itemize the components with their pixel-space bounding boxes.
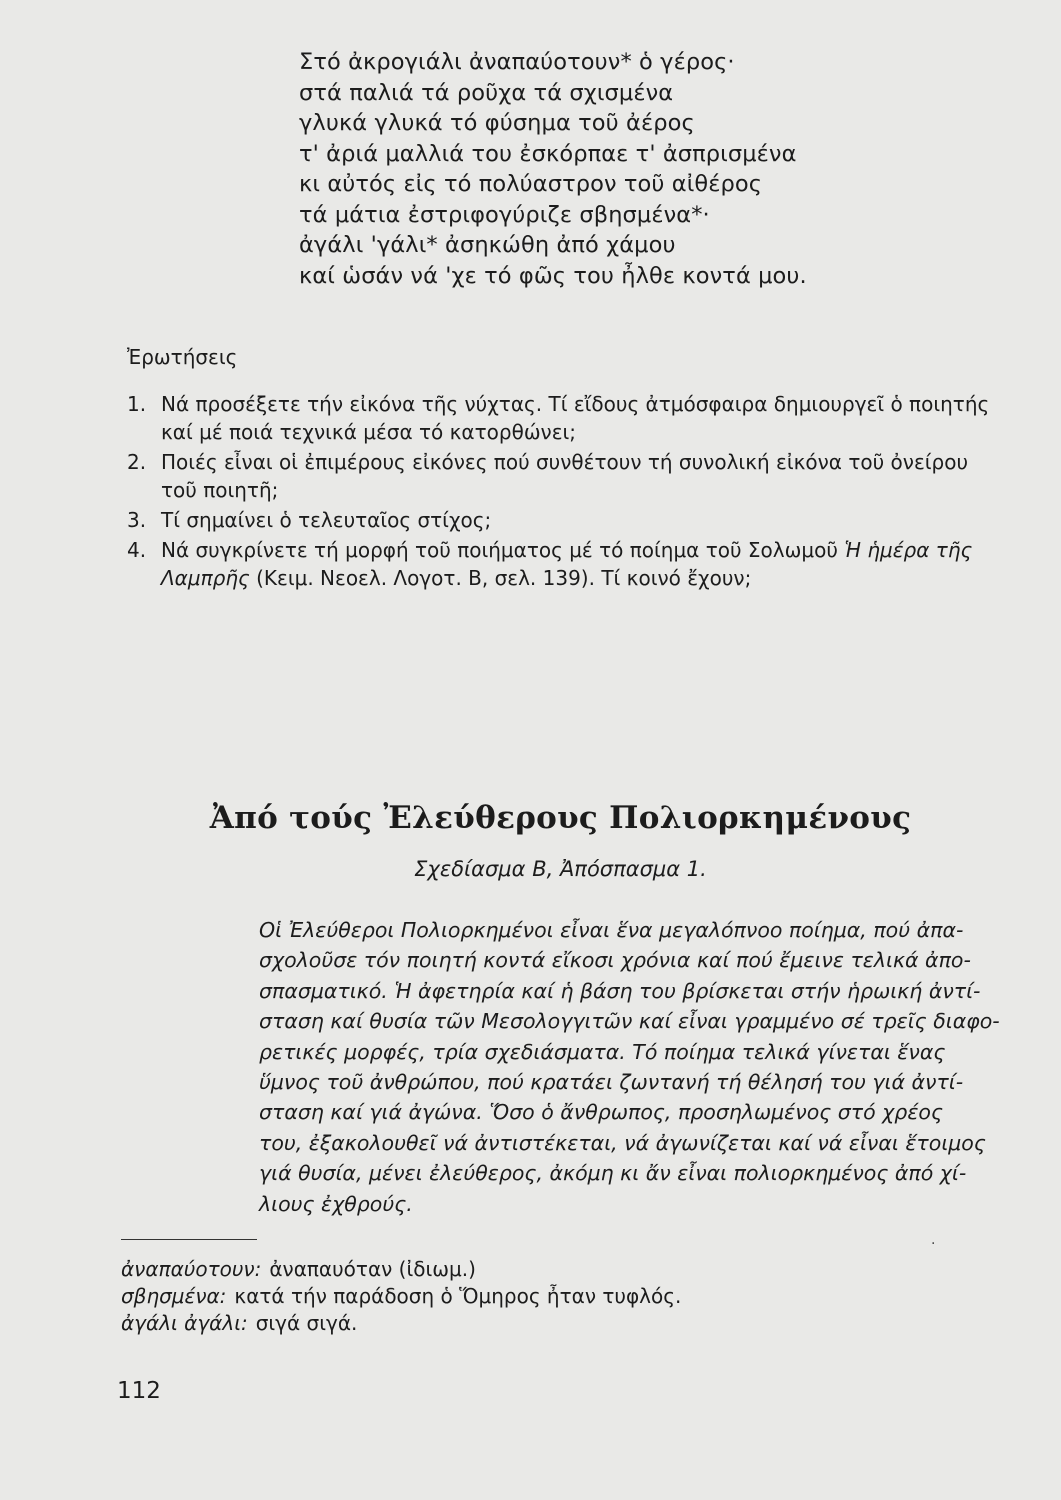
footnotes	[121, 1256, 921, 1337]
intro-line: Οἱ Ἐλεύθεροι Πολιορκημένοι εἶναι ἕνα μεγαλόπνοο ποίημα, πού ἀπα-	[259, 918, 964, 942]
intro-paragraph	[259, 915, 1000, 1219]
section-title: Ἀπό τούς Ἐλεύθερους Πολιορκημένους	[209, 800, 912, 836]
poem-line: τά μάτια ἐστριφογύριζε σβησμένα*·	[299, 201, 710, 228]
poem-line: κι αὐτός εἰς τό πολύαστρον τοῦ αἰθέρος	[299, 171, 763, 197]
intro-line: σπασματικό. Ἡ ἀφετηρία καί ἡ βάση του βρίσκεται στήν ἡρωική ἀντί-	[259, 978, 981, 1003]
question-number: 4.	[127, 538, 147, 562]
poem-line: ἀγάλι 'γάλι* ἀσηκώθη ἀπό χάμου	[299, 232, 676, 258]
intro-line: σχολοῦσε τόν ποιητή κοντά εἴκοσι χρόνια καί πού ἔμεινε τελικά ἀπο-	[259, 948, 971, 973]
question-number: 3.	[127, 508, 147, 532]
footnote-term: ἀναπαύοτουν:	[121, 1257, 262, 1281]
question-item	[127, 506, 997, 534]
intro-line: ὕμνος τοῦ ἀνθρώπου, πού κρατάει ζωντανή τή θέλησή του γιά ἀντί-	[259, 1070, 964, 1095]
footnote-definition: ἀναπαυόταν (ἰδιωμ.)	[269, 1257, 476, 1281]
footnote-definition: σιγά σιγά.	[255, 1311, 358, 1335]
poem-line: γλυκά γλυκά τό φύσημα τοῦ ἀέρος	[299, 110, 695, 136]
page-number: 112	[117, 1378, 161, 1404]
question-text	[161, 536, 997, 592]
question-number: 2.	[127, 450, 147, 474]
question-text: Τί σημαίνει ὁ τελευταῖος στίχος;	[161, 508, 492, 532]
intro-line: σταση καί θυσία τῶν Μεσολογγιτῶν καί εἶναι γραμμένο σέ τρεῖς διαφο-	[259, 1009, 1000, 1034]
footnote-item	[121, 1310, 921, 1337]
poem-line: στά παλιά τά ροῦχα τά σχισμένα	[299, 79, 674, 106]
footnote-term: ἀγάλι ἀγάλι:	[121, 1311, 248, 1335]
intro-line: σταση καί γιά ἀγώνα. Ὅσο ὁ ἄνθρωπος, προσηλωμένος στό χρέος	[259, 1100, 943, 1125]
intro-line: γιά θυσία, μένει ἐλεύθερος, ἀκόμη κι ἄν εἶναι πολιορκημένος ἀπό χί-	[259, 1161, 967, 1186]
question-text-part: (Κειμ. Νεοελ. Λογοτ. Β, σελ. 139). Τί κοινό ἔχουν;	[249, 566, 752, 590]
poem-stanza	[299, 47, 939, 291]
intro-line: του, ἐξακολουθεῖ νά ἀντιστέκεται, νά ἀγωνίζεται καί νά εἶναι ἕτοιμος	[259, 1130, 986, 1155]
poem-title-reference: Ἡ ἡμέρα τῆς Λαμπρῆς	[161, 538, 973, 590]
footnote-divider	[121, 1239, 257, 1240]
footnote-definition: κατά τήν παράδοση ὁ Ὅμηρος ἦταν τυφλός.	[234, 1284, 682, 1308]
footnote-term: σβησμένα:	[121, 1284, 227, 1308]
poem-line: Στό ἀκρογιάλι ἀναπαύοτουν* ὁ γέρος·	[299, 49, 735, 75]
question-item	[127, 390, 997, 446]
footnote-item	[121, 1283, 921, 1310]
intro-line: ρετικές μορφές, τρία σχεδιάσματα. Τό ποίημα τελικά γίνεται ἕνας	[259, 1039, 946, 1064]
poem-line: καί ὡσάν νά 'χε τό φῶς του ἦλθε κοντά μου.	[299, 262, 807, 289]
intro-line: λιους ἐχθρούς.	[259, 1191, 413, 1216]
question-text: Νά προσέξετε τήν εἰκόνα τῆς νύχτας. Τί εἴδους ἀτμόσφαιρα δημιουργεῖ ὁ ποιητής καί μέ ποιά τεχνικά μέσα τό κατορθώνει;	[161, 392, 990, 444]
section-subtitle: Σχεδίασμα Β, Ἀπόσπασμα 1.	[414, 857, 707, 881]
question-text-part: Νά συγκρίνετε τή μορφή τοῦ ποιήματος μέ τό ποίημα τοῦ Σολωμοῦ	[161, 538, 845, 562]
footnote-item	[121, 1256, 921, 1283]
question-text: Ποιές εἶναι οἱ ἐπιμέρους εἰκόνες πού συνθέτουν τή συνολική εἰκόνα τοῦ ὀνείρου τοῦ ποιητῆ;	[161, 450, 969, 502]
questions-list	[127, 390, 997, 594]
question-item	[127, 448, 997, 504]
question-number: 1.	[127, 392, 147, 416]
poem-line: τ' ἀριά μαλλιά του ἐσκόρπαε τ' ἀσπρισμένα	[299, 140, 797, 167]
scan-speck: ·	[931, 1236, 936, 1252]
questions-heading: Ἐρωτήσεις	[127, 345, 238, 369]
question-item	[127, 536, 997, 592]
